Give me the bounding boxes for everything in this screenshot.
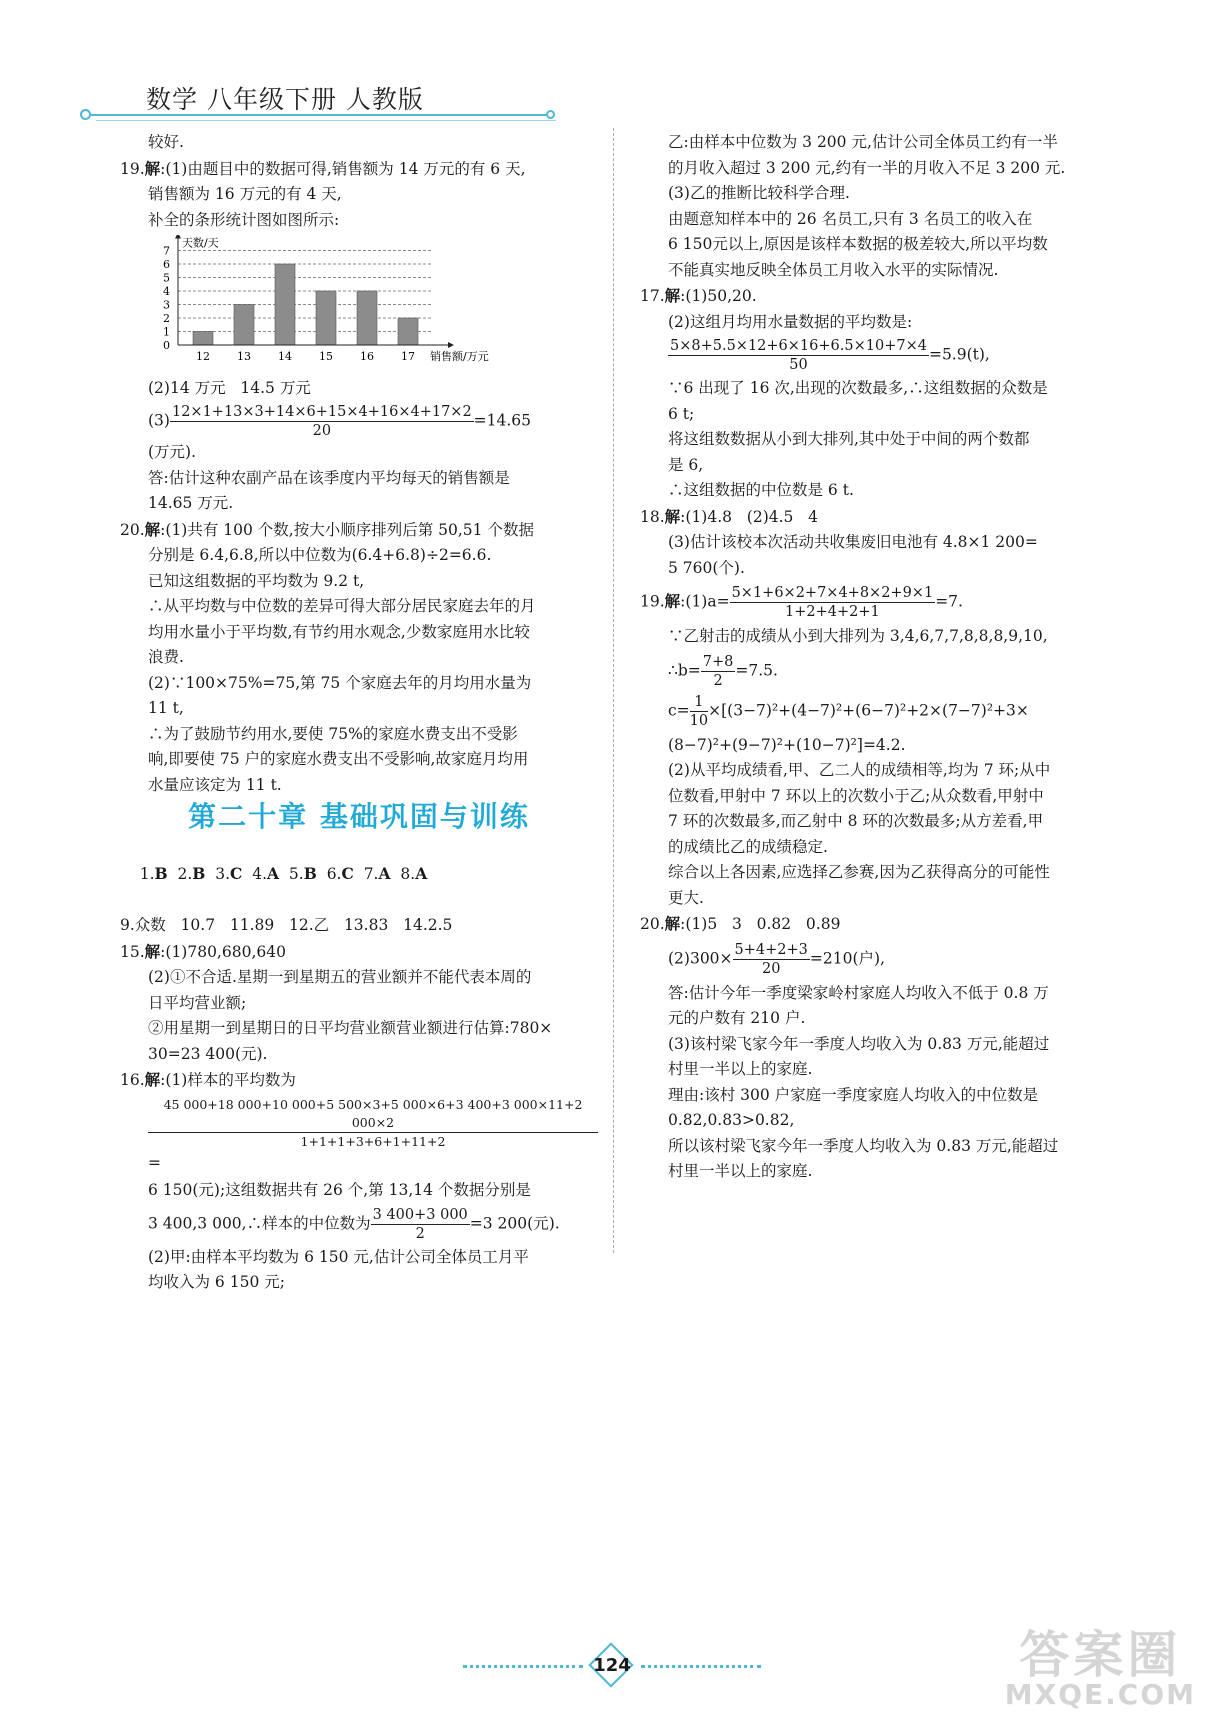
fraction-numerator: 1 [690,693,708,712]
text-line: =14.65 [473,411,532,430]
text-line: (3)该村梁飞家今年一季度人均收入为 0.83 万元,能超过 [668,1034,1050,1053]
column-divider [613,128,614,1253]
text-line: =7. [935,592,963,611]
mc-answer: A [415,864,428,883]
text-line: 更大. [668,888,704,907]
watermark-logo [1004,1626,1196,1711]
page-number-text: 124 [593,1655,631,1676]
mc-answer: A [267,864,280,883]
fraction-numerator: 45 000+18 000+10 000+5 500×3+5 000×6+3 400+3 000×11+2 000×2 [148,1096,598,1133]
mc-number: 4. [242,865,268,883]
text-line: 较好. [148,133,184,151]
page-number-badge [589,1643,635,1689]
fraction-denominator: 20 [761,960,781,977]
text-line: 6 150元以上,原因是该样本数据的极差较大,所以平均数 [668,235,1048,253]
text-line: ②用星期一到星期日的日平均营业额营业额进行估算:780× [148,1019,553,1037]
fraction [371,1206,470,1243]
mc-answer: C [341,864,354,883]
text-line: 均收入为 6 150 元; [148,1273,285,1291]
fraction-denominator: 2 [713,672,723,689]
x-tick-label: 15 [319,350,333,363]
text-line: 位数看,甲射中 7 环以上的次数小于乙;从众数看,甲射中 [668,786,1044,805]
text-line: ∴b= [668,661,701,679]
fraction-denominator: 2 [415,1225,425,1242]
x-tick-label: 17 [401,350,415,363]
mc-number: 8. [390,865,416,883]
fraction-denominator: 1+1+1+3+6+1+11+2 [300,1133,446,1149]
text-line: 答:估计今年一季度梁家岭村家庭人均收入不低于 0.8 万 [668,983,1049,1002]
page-number-dots-right [641,1665,761,1668]
text-line: 综合以上各因素,应选择乙参赛,因为乙获得高分的可能性 [668,863,1050,881]
fraction-denominator: 10 [689,712,709,729]
mc-number: 6. [316,865,342,883]
text-line: (万元). [148,443,197,461]
bar [316,291,336,345]
text-line: :(1)样本的平均数为 [160,1071,296,1089]
header-title: 数学 八年级下册 人教版 [146,85,424,114]
text-line: 6 150(元);这组数据共有 26 个,第 13,14 个数据分别是 [148,1181,531,1199]
text-line: 14.65 万元. [148,494,234,512]
text-line: 6 t; [668,404,695,423]
solution-label: 解 [144,519,161,539]
text-line: :(1)a= [680,592,730,611]
text-line: ∴这组数据的中位数是 6 t. [668,481,854,499]
text-line: 不能真实地反映全体员工月收入水平的实际情况. [668,260,999,279]
solution-label: 解 [664,914,681,933]
text-line: =7.5. [735,661,778,679]
text-line: 理由:该村 300 户家庭一季度家庭人均收入的中位数是 [668,1085,1039,1104]
question-number: 15. [120,942,145,961]
text-line: 日平均营业额; [148,993,247,1012]
bar [275,264,295,345]
solution-label: 解 [664,591,681,611]
chapter-heading: 第二十章 基础巩固与训练 [188,800,530,833]
fraction [148,1096,598,1151]
text-line: ∴从平均数与中位数的差异可得大部分居民家庭去年的月 [148,597,536,615]
bar-chart-svg [120,235,490,365]
text-line: :(1)共有 100 个数,按大小顺序排列后第 50,51 个数据 [160,520,534,539]
x-axis-arrow-icon [448,342,454,348]
text-line: =3 200(元). [469,1214,560,1232]
text-line: 均用水量小于平均数,有节约用水观念,少数家庭用水比较 [148,622,530,641]
mc-number: 7. [353,865,379,883]
text-line: =210(户), [809,949,885,967]
text-line: (2)这组月均用水量数据的平均数是: [668,312,913,331]
fraction-numerator: 3 400+3 000 [372,1206,468,1223]
text-line: ∴为了鼓励节约用水,要使 75%的家庭水费支出不受影 [148,724,518,743]
y-axis-title: 天数/天 [182,236,219,250]
fraction-numerator: 12×1+13×3+14×6+15×4+16×4+17×2 [171,404,472,420]
y-tick-label: 1 [163,325,170,339]
mc-answer: A [378,864,391,883]
x-axis-title: 销售额/万元 [430,350,489,363]
question-number: 20. [640,915,665,933]
text-line: 浪费. [148,648,184,666]
text-line: 乙:由样本中位数为 3 200 元,估计公司全体员工约有一半 [668,133,1058,151]
question-number: 17. [640,287,665,305]
question-number: 19. [120,159,145,178]
y-axis-arrow-icon [175,235,181,239]
text-line: 7 环的次数最多,而乙射中 8 环的次数最多;从方差看,甲 [668,812,1044,830]
left-column [120,130,598,1296]
text-line: (2)300× [668,949,733,967]
text-line: (2)甲:由样本平均数为 6 150 元,估计公司全体员工月平 [148,1247,529,1266]
solution-label: 解 [664,286,681,305]
fraction [690,693,708,730]
text-line: 村里一半以上的家庭. [668,1060,813,1078]
right-column [640,130,1110,1185]
text-line: :(1)5 3 0.82 0.89 [680,915,841,933]
text-line: 的成绩比乙的成绩稳定. [668,837,828,856]
mc-number: 1. [139,865,155,883]
text-line: c= [668,701,690,719]
fraction-denominator: 20 [312,423,332,439]
fraction-denominator: 1+2+4+2+1 [785,604,880,620]
text-line: ×[(3−7)²+(4−7)²+(6−7)²+2×(7−7)²+3× [708,701,1029,719]
text-line: (3)估计该校本次活动共收集废旧电池有 4.8×1 200= [668,533,1038,551]
question-number: 16. [120,1071,145,1089]
y-tick-label: 3 [163,298,170,312]
y-tick-label: 6 [163,258,170,271]
question-number: 18. [640,507,665,526]
mc-answer: C [230,864,243,883]
fraction-numerator: 5+4+2+3 [734,941,808,958]
solution-label: 解 [144,158,161,178]
text-line: =5.9(t), [928,345,990,364]
text-line: 水量应该定为 11 t. [148,775,282,794]
solution-label: 解 [664,506,681,526]
y-tick-label: 7 [163,244,170,258]
text-line: 30=23 400(元). [148,1044,268,1063]
y-tick-label: 2 [163,312,170,325]
text-line: 补全的条形统计图如图所示: [148,210,340,229]
fraction-numerator: 5×8+5.5×12+6×16+6.5×10+7×4 [670,338,927,354]
text-line: 的月收入超过 3 200 元,约有一半的月收入不足 3 200 元. [668,158,1066,177]
text-line: (2)14 万元 14.5 万元 [148,378,311,397]
watermark-url: MXQE.COM [1004,1678,1196,1711]
page-number-dots-left [463,1665,583,1668]
text-line: (2)①不合适.星期一到星期五的营业额并不能代表本周的 [148,968,532,986]
text-line: :(1)50,20. [680,287,757,305]
mc-number: 5. [279,865,304,883]
bar [357,291,377,345]
bar [234,305,254,346]
text-line: = [148,1153,161,1172]
mc-number: 2. [167,865,193,883]
mc-number: 3. [205,865,231,883]
text-line: (2)∵100×75%=75,第 75 个家庭去年的月均用水量为 [148,673,532,692]
text-line: 是 6, [668,455,704,474]
mc-answer: B [154,864,168,883]
solution-label: 解 [144,1070,161,1089]
fraction [170,403,474,440]
text-line: :(1)780,680,640 [160,942,286,961]
watermark-text: 答案圈 [1019,1626,1182,1684]
text-line: 响,即要使 75 户的家庭水费支出不受影响,故家庭月均用 [148,750,529,768]
fraction [733,941,810,978]
text-line: 5 760(个). [668,558,745,577]
fraction-numerator: 7+8 [702,653,734,670]
text-line: 分别是 6.4,6.8,所以中位数为(6.4+6.8)÷2=6.6. [148,546,492,564]
y-tick-label: 5 [163,271,170,285]
text-line: 元的户数有 210 户. [668,1009,806,1027]
text-line: :(1)由题目中的数据可得,销售额为 14 万元的有 6 天, [160,159,526,178]
x-tick-label: 13 [237,350,251,363]
text-line: 由题意知样本中的 26 名员工,只有 3 名员工的收入在 [668,209,1033,228]
multiple-choice-answers [120,836,598,914]
y-tick-label: 4 [163,285,170,298]
solution-label: 解 [144,941,161,961]
text-line: 村里一半以上的家庭. [668,1162,813,1180]
text-line: (8−7)²+(9−7)²+(10−7)²]=4.2. [668,735,906,754]
bar-chart [120,235,598,374]
text-line: 11 t, [148,699,184,717]
text-line: 答:估计这种农副产品在该季度内平均每天的销售额是 [148,468,510,487]
header-ornament-circle-end [546,110,555,119]
fraction-denominator: 50 [789,357,808,373]
mc-answer: B [192,864,206,883]
text-line: ∵6 出现了 16 次,出现的次数最多,∴这组数据的众数是 [668,379,1048,397]
text-line: (3) [148,411,170,430]
fraction-numerator: 5×1+6×2+7×4+8×2+9×1 [731,585,934,601]
x-tick-label: 16 [360,350,374,363]
header-rule-thin [96,120,556,121]
text-line: :(1)4.8 (2)4.5 4 [680,507,819,526]
text-line: 将这组数数据从小到大排列,其中处于中间的两个数都 [668,430,1030,448]
bar [398,318,418,345]
question-number: 19. [640,592,665,611]
question-number: 20. [120,520,145,539]
text-line: ∵乙射击的成绩从小到大排列为 3,4,6,7,7,8,8,8,9,10, [668,627,1048,645]
x-tick-label: 14 [278,350,292,363]
fraction [701,653,736,690]
text-line: 3 400,3 000,∴样本的中位数为 [148,1214,371,1232]
text-line: 已知这组数据的平均数为 9.2 t, [148,571,365,590]
text-line: (2)从平均成绩看,甲、乙二人的成绩相等,均为 7 环;从中 [668,761,1051,779]
text-line: 0.82,0.83>0.82, [668,1111,795,1129]
bar [193,332,213,346]
header-ornament-circle [80,109,91,120]
text-line: 所以该村梁飞家今年一季度人均收入为 0.83 万元,能超过 [668,1136,1059,1155]
x-tick-label: 12 [196,350,210,363]
fraction [668,337,929,374]
fill-in-answers: 9.众数 10.7 11.89 12.乙 13.83 14.2.5 [120,916,453,934]
header-rule [88,114,548,116]
text-line: (3)乙的推断比较科学合理. [668,184,850,202]
fraction [730,584,936,621]
mc-answer: B [303,864,317,883]
y-tick-label: 0 [163,339,170,352]
text-line: 销售额为 16 万元的有 4 天, [148,185,342,203]
